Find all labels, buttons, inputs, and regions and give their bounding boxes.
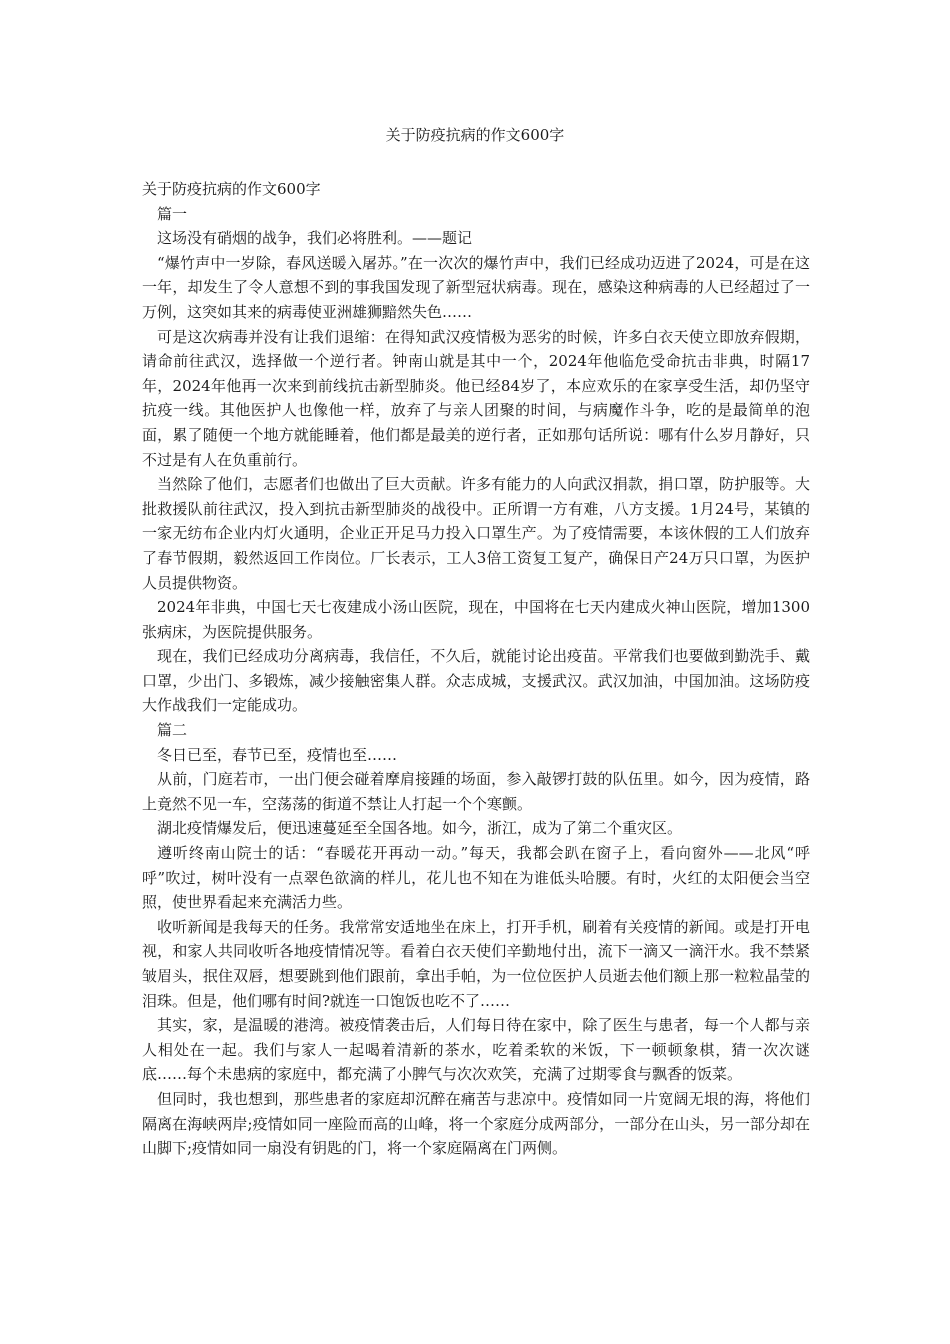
paragraph: 从前，门庭若市，一出门便会碰着摩肩接踵的场面，参入敲锣打鼓的队伍里。如今，因为疫情，路上竟然不见一车，空荡荡的街道不禁让人打起一个个寒颤。	[142, 770, 810, 813]
paragraph: 现在，我们已经成功分离病毒，我信任，不久后，就能讨论出疫苗。平常我们也要做到勤洗手、戴口罩，少出门、多锻炼，减少接触密集人群。众志成城，支援武汉。武汉加油，中国加油。这场防疫大作战我们一定能成功。	[142, 647, 810, 715]
paragraph: 湖北疫情爆发后，便迅速蔓延至全国各地。如今，浙江，成为了第二个重灾区。	[157, 819, 683, 838]
page-title: 关于防疫抗病的作文600字	[385, 126, 565, 144]
paragraph: 当然除了他们，志愿者们也做出了巨大贡献。许多有能力的人向武汉捐款，捐口罩，防护服等。大批救援队前往武汉，投入到抗击新型肺炎的战役中。正所谓一方有难，八方支援。1月24号，某镇的一家无纺布企业内灯火通明，企业正开足马力投入口罩生产。为了疫情需要，本该休假的工人们放弃了春节假期，毅然返回工作岗位。厂长表示，工人3倍工资复工复产，确保日产24万只口罩，为医护人员提供物资。	[142, 475, 810, 592]
section-label: 篇二	[157, 721, 188, 740]
paragraph: 2024年非典，中国七天七夜建成小汤山医院，现在，中国将在七天内建成火神山医院，增加1300张病床，为医院提供服务。	[142, 598, 810, 641]
paragraph: 这场没有硝烟的战争，我们必将胜利。——题记	[157, 229, 473, 248]
article-heading: 关于防疫抗病的作文600字	[142, 180, 321, 198]
paragraph: 可是这次病毒并没有让我们退缩：在得知武汉疫情极为恶劣的时候，许多白衣天使立即放弃假期，请命前往武汉，选择做一个逆行者。钟南山就是其中一个，2024年他临危受命抗击非典，时隔17年，2024年他再一次来到前线抗击新型肺炎。他已经84岁了，本应欢乐的在家享受生活，却仍坚守抗疫一线。其他医护人也像他一样，放弃了与亲人团聚的时间，与病魔作斗争，吃的是最简单的泡面，累了随便一个地方就能睡着，他们都是最美的逆行者，正如那句话所说：哪有什么岁月静好，只不过是有人在负重前行。	[142, 327, 810, 469]
section-label: 篇一	[157, 204, 188, 223]
paragraph: 其实，家，是温暖的港湾。被疫情袭击后，人们每日待在家中，除了医生与患者，每一个人都与亲人相处在一起。我们与家人一起喝着清新的茶水，吃着柔软的米饭，下一顿顿象棋，猜一次次谜底……每个未患病的家庭中，都充满了小脾气与次次欢笑，充满了过期零食与飘香的饭菜。	[142, 1016, 810, 1084]
paragraph: 冬日已至，春节已至，疫情也至……	[157, 745, 398, 764]
paragraph: 收听新闻是我每天的任务。我常常安适地坐在床上，打开手机，刷着有关疫情的新闻。或是打开电视，和家人共同收听各地疫情情况等。看着白衣天使们辛勤地付出，流下一滴又一滴汗水。我不禁紧皱眉头，抿住双唇，想要跳到他们跟前，拿出手帕，为一位位医护人员逝去他们额上那一粒粒晶莹的泪珠。但是，他们哪有时间?就连一口饱饭也吃不了……	[142, 917, 810, 1010]
paragraph: 遵听终南山院士的话：“春暖花开再动一动。”每天，我都会趴在窗子上，看向窗外——北风“呼呼”吹过，树叶没有一点翠色欲滴的样儿，花儿也不知在为谁低头哈腰。有时，火红的太阳便会当空照，使世界看起来充满活力些。	[142, 844, 810, 912]
article-body	[142, 177, 810, 1161]
paragraph: “爆竹声中一岁除，春风送暖入屠苏。”在一次次的爆竹声中，我们已经成功迈进了2024，可是在这一年，却发生了令人意想不到的事我国发现了新型冠状病毒。现在，感染这种病毒的人已经超过了一万例，这突如其来的病毒使亚洲雄狮黯然失色……	[142, 253, 810, 321]
paragraph: 但同时，我也想到，那些患者的家庭却沉醉在痛苦与悲凉中。疫情如同一片宽阔无垠的海，将他们隔离在海峡两岸;疫情如同一座险而高的山峰，将一个家庭分成两部分，一部分在山头，另一部分却在山脚下;疫情如同一扇没有钥匙的门，将一个家庭隔离在门两侧。	[142, 1089, 810, 1158]
